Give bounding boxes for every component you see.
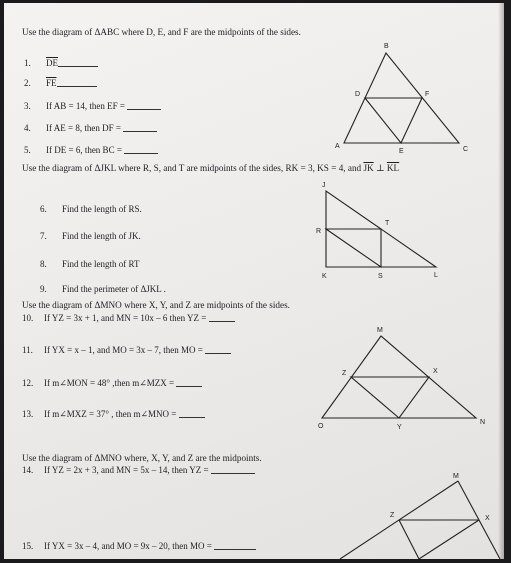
label-k: K <box>322 273 327 280</box>
question-3: 3. If AB = 14, then EF = <box>24 100 161 112</box>
label-n: N <box>480 419 486 426</box>
question-2: 2. $\overline{FE}$ <box>24 77 97 89</box>
segment-fe: $\overline{FE}$ <box>46 78 57 88</box>
question-8: 8. Find the length of RT <box>40 259 140 269</box>
question-11: 11. If YX = x – 1, and MO = 3x – 7, then MO = <box>22 344 231 356</box>
section1-instruction: Use the diagram of ΔABC where D, E, and F are the midpoints of the sides. <box>22 27 301 37</box>
triangle-mno-diagram-2 <box>4 3 504 559</box>
label-s: S <box>378 273 383 280</box>
label-j: J <box>322 182 326 189</box>
question-5: 5. If DE = 6, then BC = <box>24 144 158 156</box>
label-l: L <box>434 272 438 279</box>
question-1: 1. $\overline{DE}$ <box>24 57 98 69</box>
segment-de: $\overline{DE}$ <box>46 58 58 68</box>
worksheet-page <box>4 3 504 559</box>
label-t: T <box>385 220 390 227</box>
question-7: 7. Find the length of JK. <box>40 231 141 241</box>
label-m: M <box>377 327 383 334</box>
section2-instruction: Use the diagram of ΔJKL where R, S, and T are midpoints of the sides, RK = 3, KS = 4, and $\overline{JK}$ ⊥ $\overline{KL}$ <box>22 163 400 173</box>
section3-instruction: Use the diagram of ΔMNO where X, Y, and Z are midpoints of the sides. <box>22 300 290 310</box>
label-x-2: X <box>485 515 490 522</box>
question-15: 15. If YX = 3x – 4, and MO = 9x – 20, then MO = <box>22 540 256 552</box>
label-r: R <box>316 228 322 235</box>
label-z-2: Z <box>390 512 395 519</box>
label-o: O <box>318 423 324 430</box>
question-13: 13. If m∠MXZ = 37° , then m∠MNO = <box>22 408 205 420</box>
label-x: X <box>433 368 438 375</box>
question-6: 6. Find the length of RS. <box>40 204 142 214</box>
question-4: 4. If AE = 8, then DF = <box>24 122 157 134</box>
label-z: Z <box>342 370 347 377</box>
question-9: 9. Find the perimeter of ΔJKL . <box>40 284 166 294</box>
label-b: B <box>384 43 389 50</box>
question-14: 14. If YZ = 2x + 3, and MN = 5x – 14, then YZ = <box>22 464 255 476</box>
label-f: F <box>425 91 430 98</box>
label-d: D <box>355 91 361 98</box>
label-y: Y <box>397 424 402 431</box>
label-c: C <box>463 146 469 153</box>
label-a: A <box>335 143 340 150</box>
label-m-2: M <box>453 473 459 480</box>
segment-kl: $\overline{KL}$ <box>386 163 400 173</box>
question-12: 12. If m∠MON = 48° ,then m∠MZX = <box>22 377 202 389</box>
segment-jk: $\overline{JK}$ <box>363 163 374 173</box>
question-10: 10. If YZ = 3x + 1, and MN = 10x – 6 then YZ = <box>22 312 235 324</box>
section4-instruction: Use the diagram of ΔMNO where, X, Y, and Z are the midpoints. <box>22 453 262 463</box>
page-edge-shadow <box>498 3 504 559</box>
label-e: E <box>399 148 404 155</box>
